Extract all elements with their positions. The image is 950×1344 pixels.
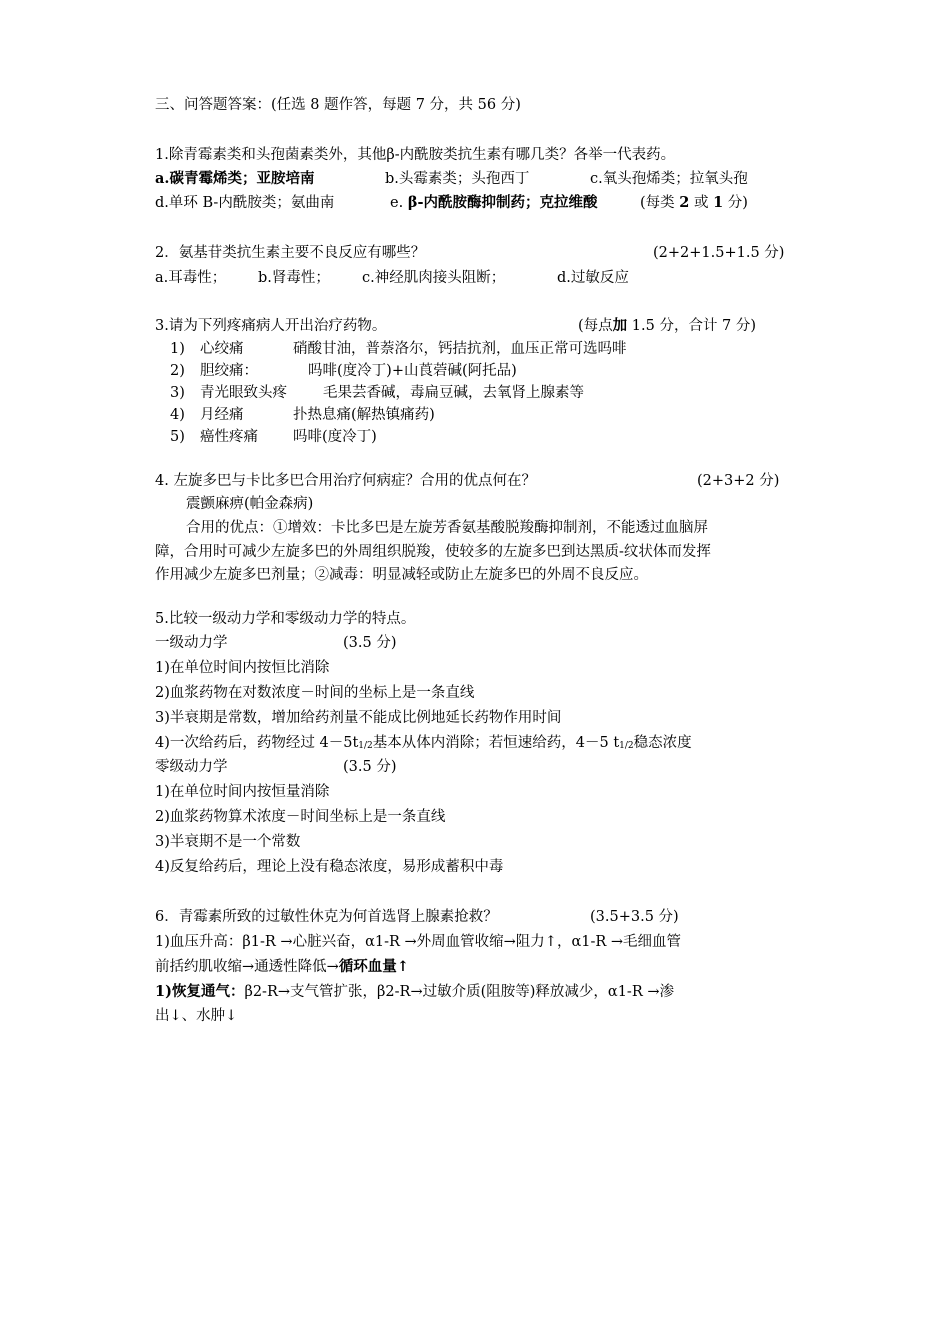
q5-item4-sub: 1/2 [619, 741, 634, 751]
q1-score-e: 分) [723, 195, 748, 211]
q3-item-num: 4) [170, 407, 185, 423]
q1-answer-d: d.单环 B-内酰胺类；氨曲南 [155, 195, 335, 211]
q3-item-num: 1) [170, 341, 185, 357]
q3-item-name: 青光眼致头疼 [200, 385, 287, 401]
q5-first-order-item: 1)在单位时间内按恒比消除 [155, 660, 330, 676]
q4-advantage-line: 作用减少左旋多巴剂量；②减毒：明显减轻或防止左旋多巴的外周不良反应。 [155, 567, 648, 583]
q4-advantage-line: 合用的优点：①增效：卡比多巴是左旋芳香氨基酸脱羧酶抑制剂，不能透过血脑屏 [186, 520, 708, 536]
q4-answer-disease: 震颤麻痹(帕金森病) [186, 496, 314, 512]
q6-point2-line [155, 982, 674, 1002]
q6-question: 6．青霉素所致的过敏性休克为何首选肾上腺素抢救？ [155, 909, 498, 925]
q3-score [578, 316, 756, 336]
q1-question: 1.除青霉素类和头孢菌素类外，其他β-内酰胺类抗生素有哪几类？各举一代表药。 [155, 147, 676, 163]
q1-answer-e-bold: β-内酰胺酶抑制药；克拉维酸 [407, 194, 598, 211]
q6-score: (3.5+3.5 分) [590, 909, 679, 925]
q5-first-order-score: (3.5 分) [343, 635, 397, 651]
q5-item4-part: 4)一次给药后，药物经过 4－5t [155, 735, 359, 751]
q5-item4-part: 基本从体内消除；若恒速给药，4－5 t [372, 735, 620, 751]
q1-answer-e-prefix: e. [390, 195, 408, 211]
q6-point2-line: 出↓、水肿↓ [155, 1008, 238, 1024]
q2-answer-d: d.过敏反应 [557, 270, 629, 286]
q3-score-a: (每点 [578, 318, 613, 334]
q6-point1-line [155, 957, 409, 977]
q4-question: 4. 左旋多巴与卡比多巴合用治疗何病症？合用的优点何在？ [155, 473, 536, 489]
q3-item-name: 心绞痛 [200, 341, 244, 357]
q5-zero-order-item: 2)血浆药物算术浓度－时间坐标上是一条直线 [155, 809, 446, 825]
q3-item-drug: 扑热息痛(解热镇痛药) [293, 407, 435, 423]
q6-point2-label: 1)恢复通气： [155, 983, 245, 1000]
q1-score-c: 或 [689, 195, 714, 211]
q3-item-drug: 硝酸甘油，普萘洛尔，钙拮抗剂，血压正常可选吗啡 [293, 341, 627, 357]
section-title: 三、问答题答案：(任选 8 题作答，每题 7 分，共 56 分) [155, 97, 521, 113]
q1-answer-b: b.头霉素类；头孢西丁 [385, 171, 530, 187]
q5-zero-order-item: 1)在单位时间内按恒量消除 [155, 784, 330, 800]
q4-score: (2+3+2 分) [697, 473, 780, 489]
q6-point1-bold: 循环血量↑ [338, 958, 409, 975]
q5-item4-part: 稳态浓度 [633, 735, 692, 751]
q5-zero-order-title: 零级动力学 [155, 759, 228, 775]
q5-zero-order-item: 4)反复给药后，理论上没有稳态浓度，易形成蓄积中毒 [155, 859, 504, 875]
q5-first-order-item [155, 733, 692, 756]
q2-answer-a: a.耳毒性； [155, 270, 227, 286]
q3-score-b: 加 [612, 317, 628, 334]
q3-item-num: 3) [170, 385, 185, 401]
q3-item-drug: 毛果芸香碱，毒扁豆碱，去氧肾上腺素等 [323, 385, 584, 401]
q2-answer-c: c.神经肌肉接头阻断； [362, 270, 506, 286]
q1-answer-c: c.氧头孢烯类；拉氧头孢 [590, 171, 748, 187]
q2-answer-b: b.肾毒性； [258, 270, 330, 286]
q1-score-d: 1 [713, 194, 724, 211]
q6-point2-text: β2-R→支气管扩张，β2-R→过敏介质(阻胺等)释放减少，α1-R →渗 [244, 984, 675, 1000]
q5-item4-sub: 1/2 [358, 741, 373, 751]
q3-item-drug: 吗啡(度冷丁)+山莨菪碱(阿托品) [308, 363, 517, 379]
q1-answer-e [390, 193, 597, 213]
q4-advantage-line: 障，合用时可减少左旋多巴的外周组织脱羧，使较多的左旋多巴到达黑质-纹状体而发挥 [155, 544, 711, 560]
q3-item-name: 月经痛 [200, 407, 244, 423]
q6-point1-line: 1)血压升高：β1-R →心脏兴奋，α1-R →外周血管收缩→阻力↑，α1-R →毛细血管 [155, 934, 682, 950]
q5-zero-order-item: 3)半衰期不是一个常数 [155, 834, 301, 850]
q5-first-order-item: 2)血浆药物在对数浓度－时间的坐标上是一条直线 [155, 685, 475, 701]
q3-item-num: 5) [170, 429, 185, 445]
q5-zero-order-score: (3.5 分) [343, 759, 397, 775]
q5-question: 5.比较一级动力学和零级动力学的特点。 [155, 611, 416, 627]
q2-score: (2+2+1.5+1.5 分) [653, 245, 785, 261]
q1-score-a: (每类 [640, 195, 680, 211]
q1-score-b: 2 [679, 194, 690, 211]
q5-first-order-item: 3)半衰期是常数，增加给药剂量不能成比例地延长药物作用时间 [155, 710, 562, 726]
q2-question: 2．氨基苷类抗生素主要不良反应有哪些？ [155, 245, 426, 261]
q1-answer-a: a.碳青霉烯类；亚胺培南 [155, 170, 315, 187]
q3-question: 3.请为下列疼痛病人开出治疗药物。 [155, 318, 387, 334]
q1-score [640, 193, 748, 213]
q5-first-order-title: 一级动力学 [155, 635, 228, 651]
q3-item-name: 癌性疼痛 [200, 429, 258, 445]
q3-item-drug: 吗啡(度冷丁) [293, 429, 377, 445]
q6-point1-part: 前括约肌收缩→通透性降低→ [155, 959, 339, 975]
q3-item-name: 胆绞痛： [200, 363, 258, 379]
q3-score-c: 1.5 分，合计 7 分) [627, 318, 757, 334]
q3-item-num: 2) [170, 363, 185, 379]
